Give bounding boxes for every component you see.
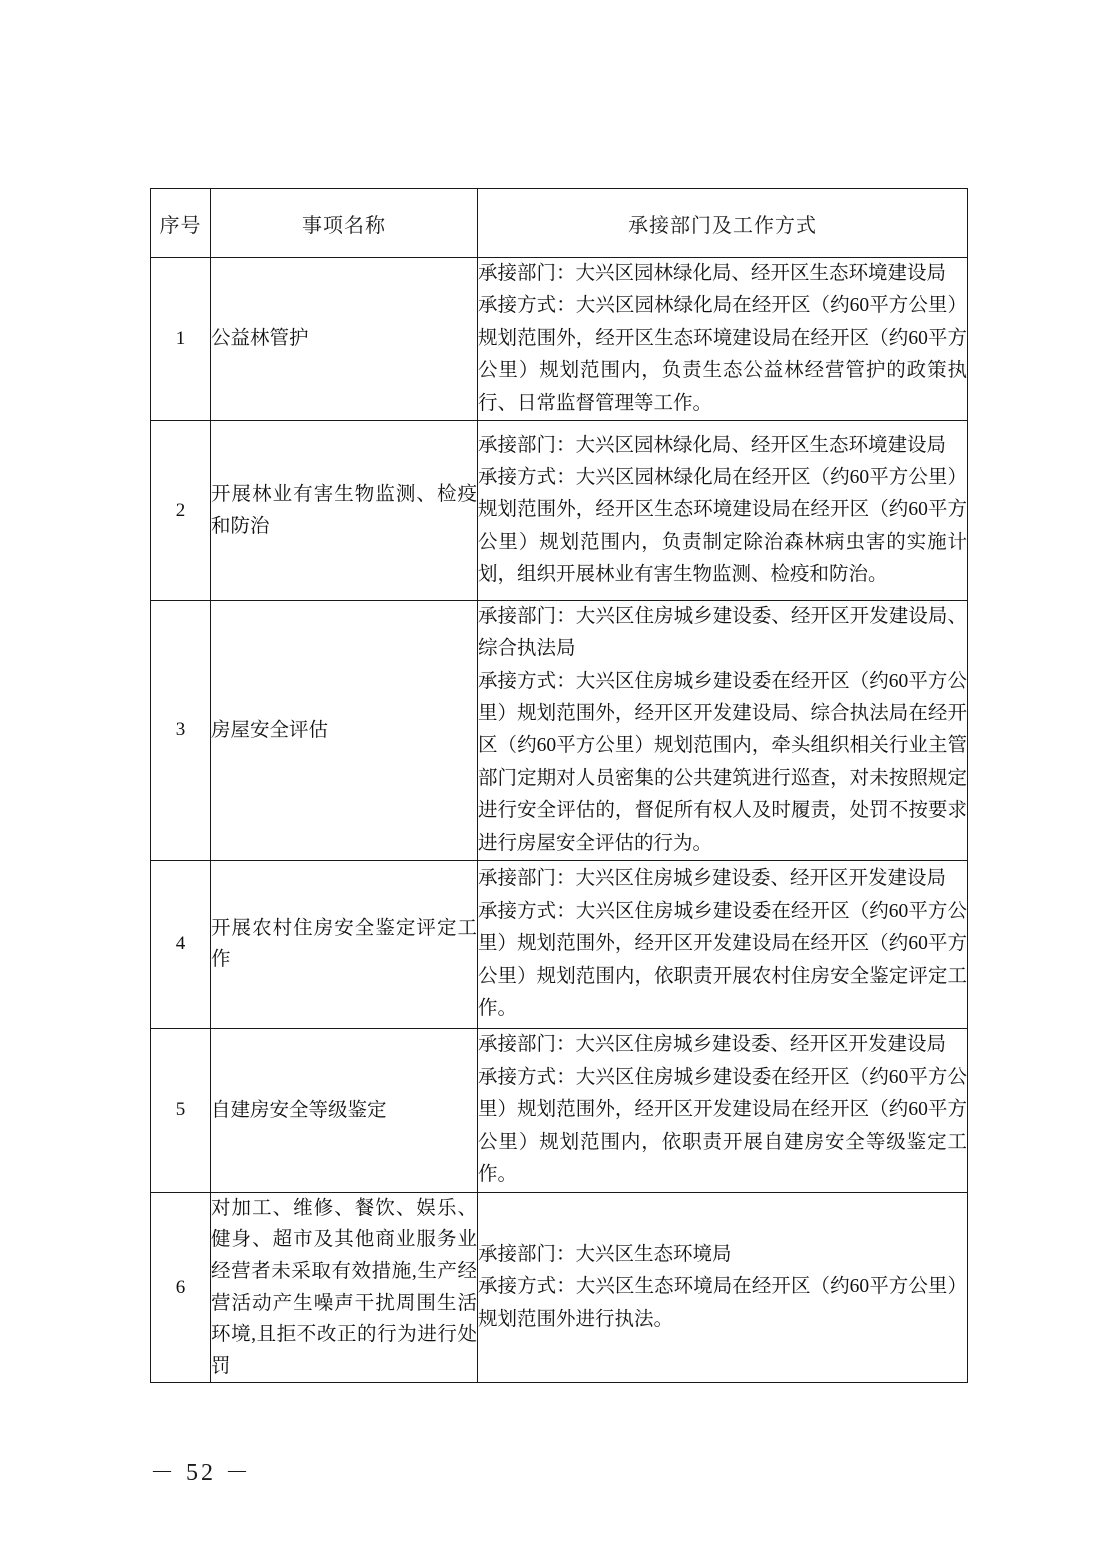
undertaking-department-line: 承接部门：大兴区园林绿化局、经开区生态环境建设局 — [478, 434, 947, 456]
column-header-department-method: 承接部门及工作方式 — [478, 189, 968, 258]
row-item-name: 对加工、维修、餐饮、娱乐、健身、超市及其他商业服务业经营者未采取有效措施,生产经营活动产生噪声干扰周围生活环境,且拒不改正的行为进行处罚 — [211, 1192, 478, 1382]
table-row — [151, 860, 968, 1028]
undertaking-method-line: 承接方式：大兴区生态环境局在经开区（约60平方公里）规划范围外进行执法。 — [478, 1276, 967, 1330]
row-item-name: 开展林业有害生物监测、检疫和防治 — [211, 421, 478, 601]
undertaking-method-line: 承接方式：大兴区住房城乡建设委在经开区（约60平方公里）规划范围外，经开区开发建设局在经开区（约60平方公里）规划范围内，依职责开展自建房安全等级鉴定工作。 — [478, 1066, 967, 1185]
row-sequence-number: 2 — [151, 421, 211, 601]
row-sequence-number: 1 — [151, 258, 211, 421]
undertaking-department-line: 承接部门：大兴区住房城乡建设委、经开区开发建设局 — [478, 868, 947, 890]
undertaking-department-line: 承接部门：大兴区生态环境局 — [478, 1244, 732, 1266]
page-number: － 52 － — [150, 1460, 252, 1486]
undertaking-method-line: 承接方式：大兴区住房城乡建设委在经开区（约60平方公里）规划范围外，经开区开发建设局、综合执法局在经开区（约60平方公里）规划范围内，牵头组织相关行业主管部门定期对人员密集的公共建筑进行巡查，对未按照规定进行安全评估的，督促所有权人及时履责，处罚不按要求进行房屋安全评估的行为。 — [478, 670, 967, 854]
undertaking-method-line: 承接方式：大兴区住房城乡建设委在经开区（约60平方公里）规划范围外，经开区开发建设局在经开区（约60平方公里）规划范围内，依职责开展农村住房安全鉴定评定工作。 — [478, 900, 967, 1019]
undertaking-department-line: 承接部门：大兴区园林绿化局、经开区生态环境建设局 — [478, 263, 947, 285]
row-sequence-number: 5 — [151, 1028, 211, 1192]
table-row — [151, 258, 968, 421]
row-department-method — [478, 1028, 968, 1192]
undertaking-department-line: 承接部门：大兴区住房城乡建设委、经开区开发建设局、综合执法局 — [478, 606, 967, 660]
row-item-name: 房屋安全评估 — [211, 601, 478, 861]
undertaking-method-line: 承接方式：大兴区园林绿化局在经开区（约60平方公里）规划范围外，经开区生态环境建设局在经开区（约60平方公里）规划范围内，负责生态公益林经营管护的政策执行、日常监督管理等工作。 — [478, 295, 967, 414]
row-department-method — [478, 860, 968, 1028]
row-department-method — [478, 258, 968, 421]
row-department-method — [478, 421, 968, 601]
row-item-name: 开展农村住房安全鉴定评定工作 — [211, 860, 478, 1028]
column-header-sequence: 序号 — [151, 189, 211, 258]
row-department-method — [478, 1192, 968, 1382]
table-row — [151, 601, 968, 861]
row-department-method — [478, 601, 968, 861]
row-sequence-number: 3 — [151, 601, 211, 861]
table-header-row — [151, 189, 968, 258]
row-sequence-number: 4 — [151, 860, 211, 1028]
table-row — [151, 1192, 968, 1382]
undertaking-method-line: 承接方式：大兴区园林绿化局在经开区（约60平方公里）规划范围外，经开区生态环境建设局在经开区（约60平方公里）规划范围内，负责制定除治森林病虫害的实施计划，组织开展林业有害生物监测、检疫和防治。 — [478, 466, 967, 586]
row-item-name: 自建房安全等级鉴定 — [211, 1028, 478, 1192]
responsibility-table — [150, 188, 968, 1383]
column-header-item-name: 事项名称 — [211, 189, 478, 258]
table-row — [151, 421, 968, 601]
row-sequence-number: 6 — [151, 1192, 211, 1382]
table-row — [151, 1028, 968, 1192]
undertaking-department-line: 承接部门：大兴区住房城乡建设委、经开区开发建设局 — [478, 1034, 947, 1056]
row-item-name: 公益林管护 — [211, 258, 478, 421]
